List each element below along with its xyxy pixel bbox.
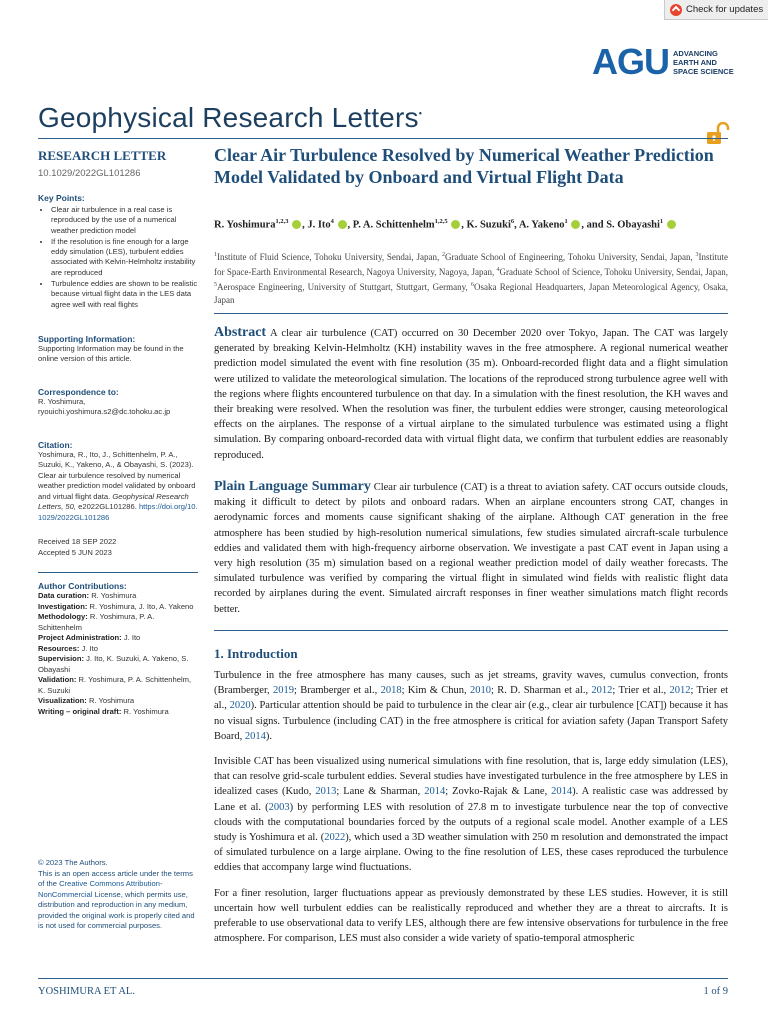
license-block: [38, 858, 198, 932]
author: J. Ito: [307, 219, 331, 231]
contribution-role: Validation:: [38, 675, 77, 685]
orcid-icon[interactable]: [292, 220, 301, 229]
contribution-item: [38, 644, 198, 655]
affiliation-number: 5: [214, 282, 217, 288]
correspondence-heading: Correspondence to:: [38, 386, 119, 397]
affiliation: Institute for Space-Earth Environmental Research, Nagoya University, Nagoya, Japan,: [214, 252, 728, 277]
tagline-line: SPACE SCIENCE: [673, 66, 734, 76]
doi: 10.1029/2022GL101286: [38, 168, 141, 179]
check-for-updates-button[interactable]: [664, 0, 768, 20]
contribution-names: R. Yoshimura: [88, 696, 135, 706]
license-post: License, which permits use, distribution and reproduction in any medium, provided the original work is properly cited and is not used for commercial purposes.: [38, 889, 195, 930]
copyright: © 2023 The Authors.: [38, 858, 108, 867]
pls-heading: Plain Language Summary: [214, 479, 371, 494]
affiliation-number: 6: [471, 282, 474, 288]
correspondence-name: R. Yoshimura,: [38, 396, 86, 406]
affiliations: [214, 249, 728, 307]
affiliation: Aerospace Engineering, University of Stuttgart, Stuttgart, Germany,: [217, 282, 471, 292]
orcid-icon[interactable]: [667, 220, 676, 229]
publisher-mark: AGU: [592, 41, 669, 82]
contribution-role: Resources:: [38, 643, 80, 653]
tagline-line: EARTH AND: [673, 57, 717, 67]
author-contributions-heading: Author Contributions:: [38, 581, 127, 592]
open-access-lock-icon: [706, 122, 730, 146]
citation-link[interactable]: 2013: [315, 786, 337, 798]
contribution-item: [38, 633, 198, 644]
citation-link[interactable]: 2012: [591, 685, 613, 697]
journal-title: [38, 102, 422, 134]
author-affiliation-sup: 1: [564, 218, 568, 225]
citation: [38, 450, 198, 524]
publisher-tagline: [673, 49, 734, 76]
author-affiliation-sup: 4: [330, 218, 334, 225]
sidebar-divider: [38, 572, 198, 573]
orcid-icon[interactable]: [338, 220, 347, 229]
license-link[interactable]: Creative Commons Attribution-NonCommercial: [38, 879, 163, 899]
contribution-item: [38, 591, 198, 602]
text-run: ; R. D. Sharman et al.,: [490, 685, 592, 697]
citation-link[interactable]: 2003: [268, 801, 290, 813]
header-divider: [38, 138, 728, 139]
key-points-list: [38, 205, 198, 310]
contribution-role: Visualization:: [38, 696, 87, 706]
contribution-item: [38, 707, 198, 718]
received-date: Received 18 SEP 2022: [38, 537, 117, 547]
page-footer: [38, 986, 728, 997]
citation-journal: Geophysical Research Letters, 50,: [38, 491, 189, 512]
text-run: ; Zovko-Rajak & Lane,: [445, 786, 552, 798]
text-run: ; Lane & Sharman,: [336, 786, 425, 798]
introduction-heading: 1. Introduction: [214, 646, 298, 661]
license-pre: This is an open access article under the terms of the: [38, 868, 193, 888]
abstract: [214, 325, 728, 463]
paragraph: [214, 754, 728, 876]
author: P. A. Schittenhelm: [352, 219, 435, 231]
contribution-role: Supervision:: [38, 654, 84, 664]
section-divider: [214, 630, 728, 631]
author: S. Obayashi: [606, 219, 660, 231]
author-affiliation-sup: 1,2,5: [434, 218, 448, 225]
running-author: YOSHIMURA ET AL.: [38, 986, 135, 997]
key-point: • Clear air turbulence in a real case is reproduced by the use of a numerical weather prediction model: [51, 205, 198, 236]
affiliation-number: 2: [442, 252, 446, 258]
contribution-item: [38, 696, 198, 707]
text-run: ) by performing LES with resolution of 27.8 m to investigate turbulence near the top of convective clouds with the computational boundaries forced by the outputs of a regional scale model. Another example of a LES study is Yoshimura et al. (: [214, 801, 728, 844]
citation-link[interactable]: 2014: [551, 786, 573, 798]
key-point: • Turbulence eddies are shown to be realistic because virtual flight data in the LES data agree well with real flights: [51, 279, 198, 310]
journal-mark: •: [418, 108, 423, 119]
abstract-heading: Abstract: [214, 325, 267, 340]
contribution-names: R. Yoshimura, J. Ito, A. Yakeno: [89, 601, 194, 611]
license-text: [38, 869, 198, 932]
contribution-names: J. Ito: [123, 633, 141, 643]
article-title: Clear Air Turbulence Resolved by Numerical Weather Prediction Model Validated by Onboard and Virtual Flight Data: [214, 145, 714, 187]
abstract-text: A clear air turbulence (CAT) occurred on 30 December 2020 over Tokyo, Japan. The CAT was largely generated by breaking Kelvin-Helmholtz (KH) instability waves in the free atmosphere. A regional numerical weather prediction model simulated the event with fine resolution (35 m). Onboard-recorded flight data and a flight simulation were utilized to validate the meteorological simulation. The locations of the reproduced strong turbulence agree well with the regions where flights encountered turbulence on that day. In a simulation with the finest resolution, the KH waves and their breaking were resolved. When the resolution was finer, the turbulent eddies were stronger, causing meteorological effects on the airplanes. The response of a virtual airplane to the simulated turbulence was estimated using a flight simulation. By comparing onboard-recorded data with virtual flight data, we confirm that turbulent eddies are reasonably reproduced.: [214, 328, 729, 461]
text-run: ). Particular attention should be paid to turbulence in the clear air (e.g., clear air turbulence [CAT]) because it has no visual signs. Turbulence (including CAT) in the free atmosphere is critical for aviation safety (Japan Transport Safety Board,: [214, 700, 729, 742]
citation-link[interactable]: 2018: [380, 685, 402, 697]
affiliation-number: 1: [214, 252, 217, 258]
citation-doi-link[interactable]: https://doi.org/10.1029/2022GL101286: [38, 502, 198, 522]
sidebar: [38, 148, 198, 717]
text-run: ; Bramberger et al.,: [293, 685, 381, 697]
text-run: ; Trier et al.,: [612, 685, 670, 697]
check-for-updates-label: Check for updates: [686, 4, 764, 15]
citation-text: Yoshimura, R., Ito, J., Schittenhelm, P. A., Suzuki, K., Yakeno, A., & Obayashi, S. (2023). Clear air turbulence resolved by numerical weather prediction model validated by onboard and virtual flight data.: [38, 449, 196, 501]
orcid-icon[interactable]: [571, 220, 580, 229]
introduction-body: [214, 668, 728, 956]
affiliations-divider: [214, 313, 728, 314]
journal-name: Geophysical Research Letters: [38, 102, 419, 133]
citation-link[interactable]: 2014: [244, 730, 266, 742]
text-run: ; Trier et al.,: [214, 685, 729, 712]
affiliation: Osaka Regional Headquarters, Japan Meteorological Agency, Osaka, Japan: [214, 282, 728, 305]
citation-link[interactable]: 2014: [424, 786, 446, 798]
article-type: RESEARCH LETTER: [38, 148, 167, 163]
orcid-icon[interactable]: [451, 220, 460, 229]
citation-id: e2022GL101286.: [78, 502, 137, 512]
author: A. Yakeno: [518, 219, 565, 231]
correspondence-email-link[interactable]: ryouichi.yoshimura.s2@dc.tohoku.ac.jp: [38, 407, 171, 417]
affiliation: Institute of Fluid Science, Tohoku University, Sendai, Japan,: [217, 252, 443, 262]
publisher-logo: [592, 41, 734, 82]
text-run: ).: [265, 730, 273, 742]
text-run: Turbulence in the free atmosphere has many causes, such as jet streams, gravity waves, cumulus convection, fronts (Bramberger,: [214, 670, 728, 697]
contribution-names: J. Ito: [81, 643, 98, 653]
key-point: • If the resolution is fine enough for a large eddy simulation (LES), turbulent eddies associated with Kelvin-Helmholtz instability are reproduced: [51, 237, 198, 278]
contribution-item: [38, 654, 198, 675]
text-run: ), which used a 3D weather simulation with 250 m resolution and demonstrated the impact of simulated turbulence on a large airplane. Owing to the fine resolution of LES, these cases reproduced the turbulence eddies that accompany large wind fluctuations.: [214, 832, 728, 874]
contribution-names: R. Yoshimura: [91, 591, 137, 601]
contribution-role: Project Administration:: [38, 633, 122, 643]
citation-heading: Citation:: [38, 439, 73, 450]
contribution-names: J. Ito, K. Suzuki, A. Yakeno, S. Obayashi: [38, 654, 189, 674]
accepted-date: Accepted 5 JUN 2023: [38, 547, 112, 557]
plain-language-summary: [214, 479, 728, 617]
key-points-heading: Key Points:: [38, 193, 85, 203]
contribution-names: R. Yoshimura, P. A. Schittenhelm: [38, 612, 155, 632]
tagline-line: ADVANCING: [673, 48, 718, 58]
update-icon: [670, 4, 682, 16]
affiliation: Graduate School of Science, Tohoku University, Sendai, Japan,: [499, 267, 728, 277]
author: K. Suzuki: [466, 219, 511, 231]
author-affiliation-sup: 1,2,3: [275, 218, 289, 225]
contribution-role: Methodology:: [38, 612, 88, 622]
contribution-item: [38, 612, 198, 633]
paragraph: [214, 668, 728, 744]
contribution-names: R. Yoshimura, P. A. Schittenhelm, K. Suzuki: [38, 675, 192, 695]
contribution-role: Writing – original draft:: [38, 706, 122, 716]
contribution-item: [38, 675, 198, 696]
contribution-role: Data curation:: [38, 591, 90, 601]
citation-link[interactable]: 2012: [669, 685, 691, 697]
page-number: 1 of 9: [703, 986, 728, 997]
citation-link[interactable]: 2020: [229, 700, 251, 712]
text-run: For a finer resolution, larger fluctuations appear as previously demonstrated by these LES studies. However, it is still uncertain how well turbulent eddies can be realistically reproduced and whether they are a threat to aircrafts. It is preferable to use observational data to verify LES, although there are few intensive observations for turbulence in the free atmosphere. For comparison, LES must also consider a wide variety of spatio-temporal atmospheric: [214, 887, 728, 945]
affiliation-number: 4: [496, 267, 500, 273]
affiliation: Graduate School of Engineering, Tohoku University, Sendai, Japan,: [445, 252, 696, 262]
text-run: ). A realistic case was addressed by Lane et al. (: [214, 786, 728, 813]
footer-divider: [38, 978, 728, 979]
author: R. Yoshimura: [214, 219, 276, 231]
supporting-info-text: Supporting Information may be found in the online version of this article.: [38, 343, 184, 364]
citation-link[interactable]: 2022: [324, 832, 346, 844]
affiliation-number: 3: [695, 252, 699, 258]
supporting-info-heading: Supporting Information:: [38, 333, 136, 344]
text-run: Invisible CAT has been visualized using numerical simulations with fine resolution, that is, large eddy simulation (LES), that can resolve grid-scale turbulent eddies. Several studies have investigated turbulence in the free atmosphere by LES in idealized cases (Kudo,: [214, 756, 728, 798]
citation-link[interactable]: 2019: [272, 685, 294, 697]
contribution-role: Investigation:: [38, 601, 88, 611]
paragraph: [214, 886, 728, 947]
author-list: R. Yoshimura$^{1,2,3}$ , J. Ito$^4$ , P. A. Schittenhelm$^{1,2,5}$ , K. Suzuki$^6$, A. Yakeno$^1$ , and S. Obayashi$^1$: [214, 218, 728, 231]
pls-text: Clear air turbulence (CAT) is a threat to aviation safety. CAT occurs outside clouds, making it difficult to detect by pilots and onboard radars. When an airplane encounters strong CAT, changes in aerodynamic forces and moments cause significant shaking of the airplane. Although CAT generation in the free atmosphere has been studied by high-resolution numerical simulations, few studies simulated aircraft-scale turbulence eddies and validated them with high-frequency airborne observation. We investigate a past CAT event in Japan using a very high resolution (35 m) simulation based on a regional weather prediction model of daily weather forecasts. The simulated turbulence was verified by comparing the virtual flight in simulated wind fields with realistic flight data recorded by airplanes during the event. Simulated aircraft responses in finer weather simulations match flight records better.: [214, 482, 728, 615]
contribution-item: [38, 602, 198, 613]
author-affiliation-sup: 1: [659, 218, 664, 225]
author-affiliation-sup: 6: [510, 218, 515, 225]
text-run: ; Kim & Chun,: [401, 685, 470, 697]
contribution-names: R. Yoshimura: [123, 706, 169, 716]
citation-link[interactable]: 2010: [469, 685, 491, 697]
